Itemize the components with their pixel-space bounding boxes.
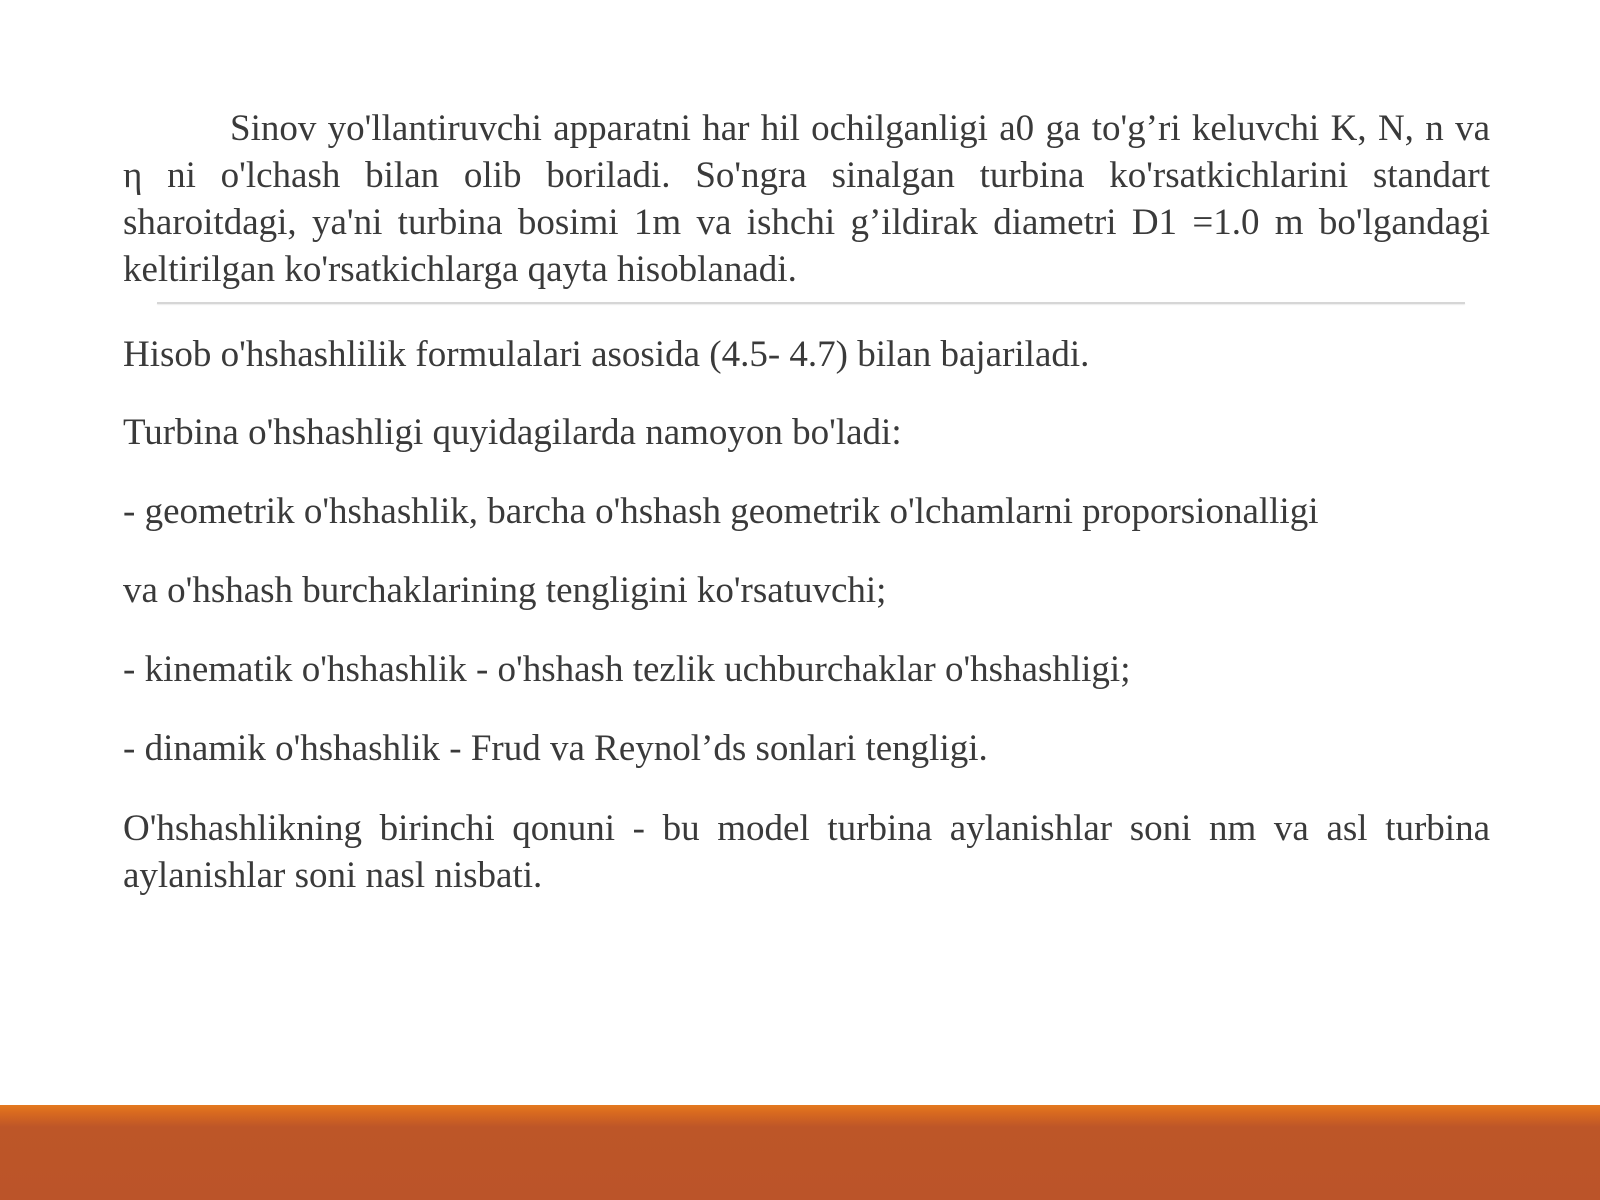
geometric-similarity-item: - geometrik o'hshashlik, barcha o'hshash geometrik o'lchamlarni proporsionalligi	[123, 491, 1319, 532]
kinematic-similarity-item: - kinematik o'hshashlik - o'hshash tezlik uchburchaklar o'hshashligi;	[123, 649, 1131, 690]
geometric-similarity-continuation: va o'hshash burchaklarining tengligini ko'rsatuvchi;	[123, 570, 887, 611]
first-law-paragraph: O'hshashlikning birinchi qonuni - bu model turbina aylanishlar soni nm va asl turbina aylanishlar soni nasl nisbati.	[123, 808, 1490, 896]
footer-bar	[0, 1105, 1600, 1200]
divider-line	[157, 302, 1465, 304]
similarity-heading: Turbina o'hshashligi quyidagilarda namoyon bo'ladi:	[123, 412, 902, 453]
formula-note: Hisob o'hshashlilik formulalari asosida (4.5- 4.7) bilan bajariladi.	[123, 334, 1090, 375]
intro-paragraph-block	[123, 105, 1490, 293]
dynamic-similarity-item: - dinamik o'hshashlik - Frud va Reynol’ds sonlari tengligi.	[123, 728, 988, 769]
intro-paragraph: Sinov yo'llantiruvchi apparatni har hil ochilganligi a0 ga to'g’ri keluvchi K, N, n va η ni o'lchash bilan olib boriladi. So'ngra sinalgan turbina ko'rsatkichlarini standart sharoitdagi, ya'ni turbina bosimi 1m va ishchi g’ildirak diametri D1 =1.0 m bo'lgandagi keltirilgan ko'rsatkichlarga qayta hisoblanadi.	[123, 108, 1490, 290]
